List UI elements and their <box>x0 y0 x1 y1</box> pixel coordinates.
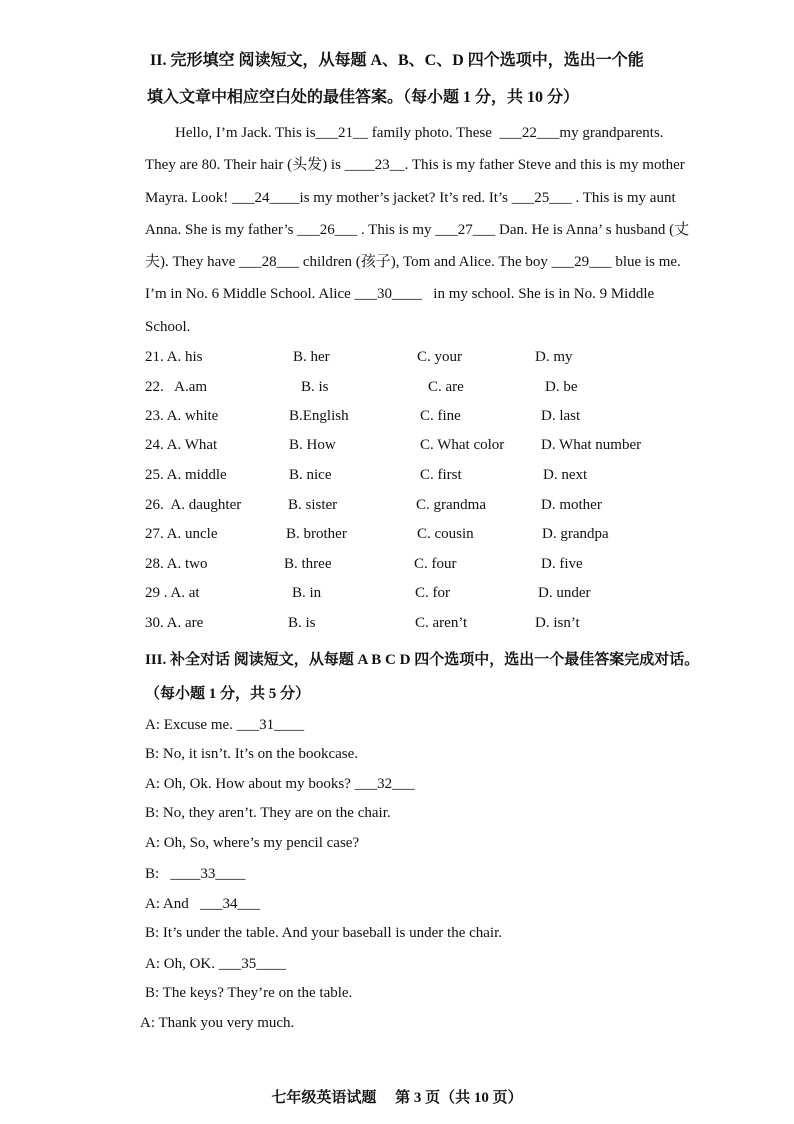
passage-line: Anna. She is my father’s ___26___ . This is my ___27___ Dan. He is Anna’ s husband (丈 <box>145 221 690 238</box>
dialogue-line: A: Oh, OK. ___35____ <box>145 956 287 972</box>
dialogue-line: A: Thank you very much. <box>140 1015 295 1031</box>
page-footer: 七年级英语试题 第 3 页（共 10 页） <box>271 1090 523 1106</box>
option-d: D. last <box>541 408 581 424</box>
option-d: D. five <box>541 556 583 572</box>
option-d: D. grandpa <box>542 526 609 542</box>
option-a: 24. A. What <box>145 437 218 453</box>
option-c: C. fine <box>420 408 461 424</box>
option-c: C. What color <box>420 437 505 453</box>
dialogue-line: A: Oh, So, where’s my pencil case? <box>145 835 360 851</box>
section-2-heading-line-2: 填入文章中相应空白处的最佳答案。（每小题 1 分，共 10 分） <box>147 89 580 106</box>
option-row-22 <box>145 379 745 401</box>
section-3-heading-line-2: （每小题 1 分，共 5 分） <box>145 686 311 702</box>
dialogue-line: B: It’s under the table. And your baseball is under the chair. <box>145 925 502 941</box>
option-b: B.English <box>289 408 349 424</box>
dialogue-line: B: No, it isn’t. It’s on the bookcase. <box>145 746 359 762</box>
option-a: 22. A.am <box>145 379 208 395</box>
option-c: C. aren’t <box>415 615 468 631</box>
dialogue-line: A: Oh, Ok. How about my books? ___32___ <box>145 776 415 792</box>
option-b: B. nice <box>289 467 332 483</box>
option-row-23 <box>145 408 745 430</box>
section-2-heading-line-1: II. 完形填空 阅读短文，从每题 A、B、C、D 四个选项中，选出一个能 <box>150 52 644 69</box>
option-b: B. is <box>288 615 316 631</box>
option-row-25 <box>145 467 745 489</box>
option-d: D. What number <box>541 437 642 453</box>
section-3-heading-line-1: III. 补全对话 阅读短文，从每题 A B C D 四个选项中，选出一个最佳答案完成对话。 <box>145 652 700 668</box>
dialogue-line: B: No, they aren’t. They are on the chair. <box>145 805 391 821</box>
option-c: C. first <box>420 467 462 483</box>
option-row-26 <box>145 497 745 519</box>
option-row-21 <box>145 349 745 371</box>
option-a: 29 . A. at <box>145 585 200 601</box>
option-b: B. brother <box>286 526 347 542</box>
option-a: 28. A. two <box>145 556 208 572</box>
option-b: B. sister <box>288 497 338 513</box>
option-c: C. your <box>417 349 462 365</box>
option-c: C. are <box>428 379 464 395</box>
dialogue-line: B: The keys? They’re on the table. <box>145 985 353 1001</box>
option-a: 27. A. uncle <box>145 526 218 542</box>
option-b: B. her <box>293 349 330 365</box>
passage-line: They are 80. Their hair (头发) is ____23__. This is my father Steve and this is my mother <box>145 157 685 174</box>
option-d: D. next <box>543 467 588 483</box>
option-d: D. under <box>538 585 591 601</box>
dialogue-line: B: ____33____ <box>145 866 246 882</box>
passage-line: Mayra. Look! ___24____is my mother’s jacket? It’s red. It’s ___25___ . This is my aunt <box>145 189 676 206</box>
option-b: B. in <box>292 585 322 601</box>
option-a: 21. A. his <box>145 349 203 365</box>
option-row-24 <box>145 437 745 459</box>
option-d: D. mother <box>541 497 602 513</box>
dialogue-line: A: Excuse me. ___31____ <box>145 717 305 733</box>
option-a: 30. A. are <box>145 615 204 631</box>
option-row-30 <box>145 615 745 637</box>
option-d: D. my <box>535 349 573 365</box>
option-b: B. is <box>301 379 329 395</box>
option-a: 25. A. middle <box>145 467 227 483</box>
option-c: C. cousin <box>417 526 474 542</box>
option-d: D. be <box>545 379 578 395</box>
passage-line: School. <box>145 318 191 335</box>
option-c: C. four <box>414 556 457 572</box>
passage-line: Hello, I’m Jack. This is___21__ family photo. These ___22___my grandparents. <box>145 125 664 141</box>
option-row-29 <box>145 585 745 607</box>
cloze-passage <box>145 117 738 343</box>
option-c: C. grandma <box>416 497 486 513</box>
option-a: 23. A. white <box>145 408 219 424</box>
option-row-28 <box>145 556 745 578</box>
option-b: B. three <box>284 556 332 572</box>
option-b: B. How <box>289 437 336 453</box>
option-c: C. for <box>415 585 450 601</box>
option-d: D. isn’t <box>535 615 580 631</box>
dialogue-line: A: And ___34___ <box>145 896 261 912</box>
option-a: 26. A. daughter <box>145 497 242 513</box>
passage-line: 夫). They have ___28___ children (孩子), Tom and Alice. The boy ___29___ blue is me. <box>145 254 681 271</box>
passage-line: I’m in No. 6 Middle School. Alice ___30____ in my school. She is in No. 9 Middle <box>145 286 655 303</box>
option-row-27 <box>145 526 745 548</box>
